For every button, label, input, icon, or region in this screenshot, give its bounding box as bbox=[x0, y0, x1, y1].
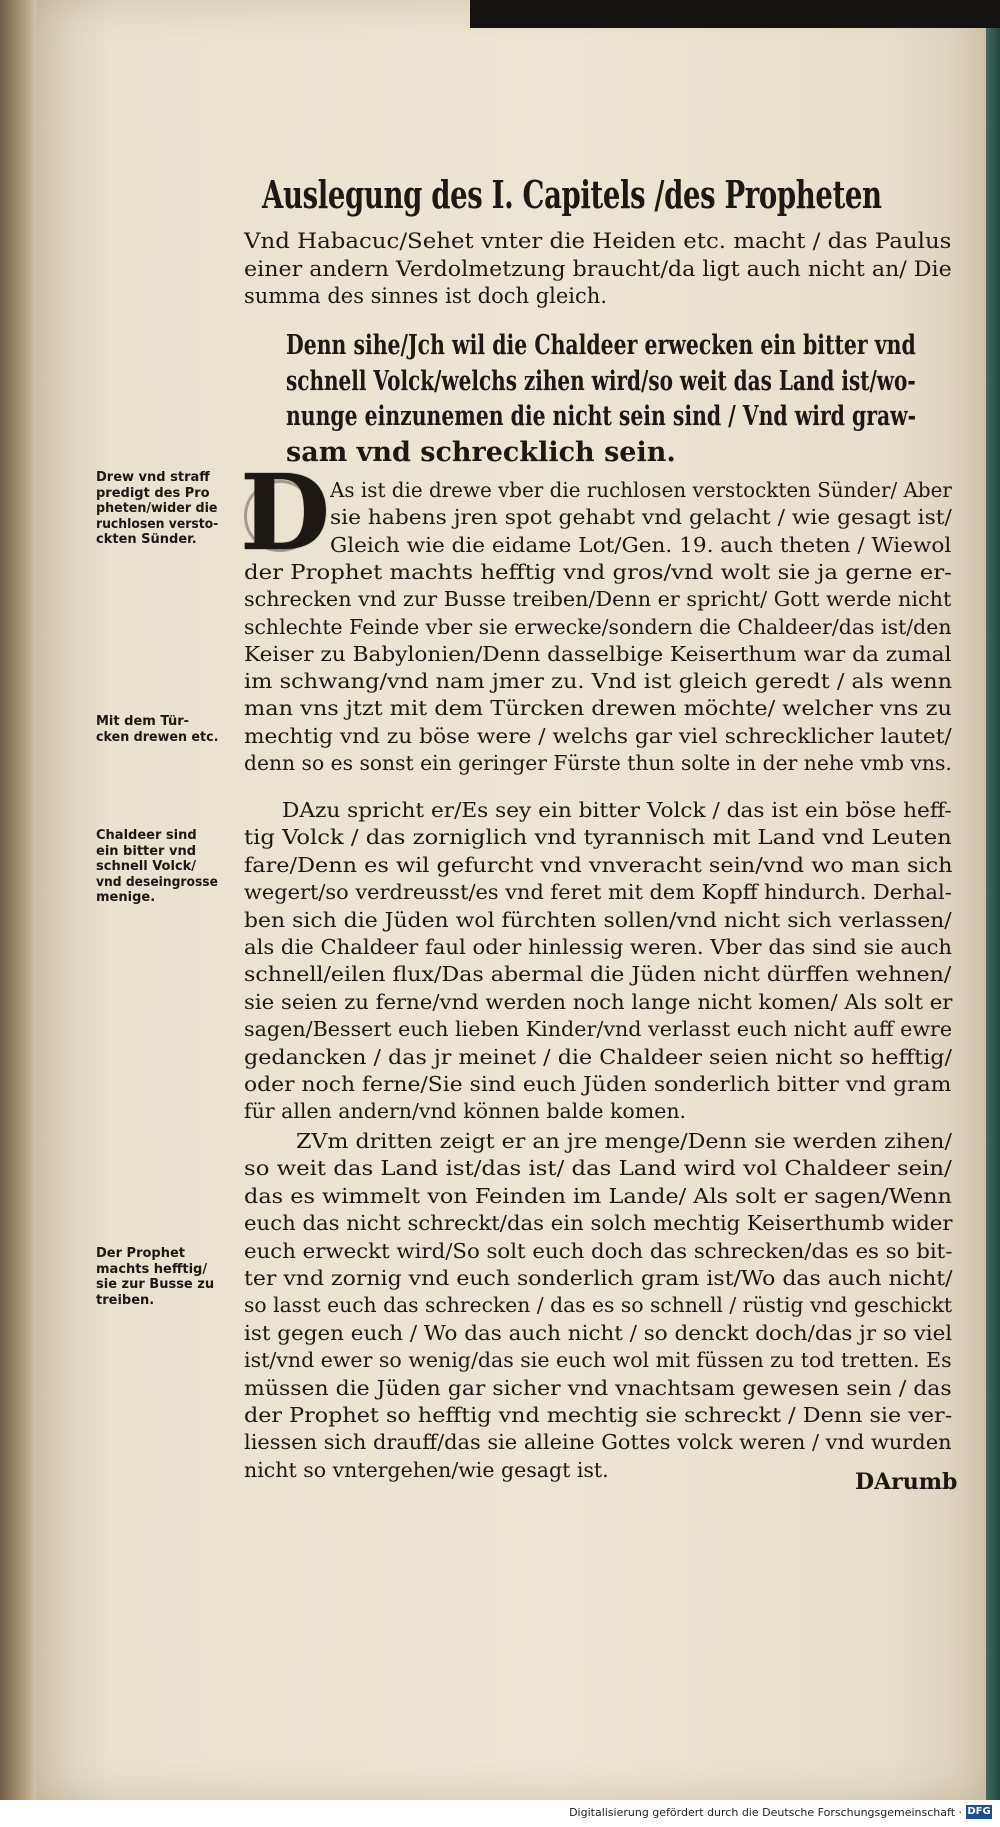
running-head: Auslegung des I. Capitels /des Propheten bbox=[262, 172, 882, 217]
book-binding bbox=[986, 0, 1000, 1800]
para1-line: As ist die drewe vber die ruchlosen verstockten Sünder/ Aber bbox=[330, 478, 952, 502]
scan-background bbox=[470, 0, 1000, 28]
para1-line: mechtig vnd zu böse were / welchs gar viel schrecklicher lautet/ bbox=[244, 723, 952, 748]
scripture-line: schnell Volck/welchs zihen wird/so weit das Land ist/wo- bbox=[286, 365, 916, 397]
scripture-line: sam vnd schrecklich sein. bbox=[286, 436, 676, 468]
para2-line: fare/Denn es wil gefurcht vnd vnveracht sein/vnd wo man sich bbox=[244, 852, 953, 877]
para2-line: schnell/eilen flux/Das abermal die Jüden nicht dürffen wehnen/ bbox=[244, 962, 952, 987]
margin-note-line: machts hefftig/ bbox=[96, 1261, 208, 1277]
para3-line: euch erweckt wird/So solt euch doch das schrecken/das es so bit- bbox=[244, 1238, 953, 1263]
margin-note-line: vnd deseingrosse bbox=[96, 874, 218, 890]
para2-line: als die Chaldeer faul oder hinlessig weren. Vber das sind sie auch bbox=[244, 935, 953, 959]
para3-line: liessen sich drauff/das sie alleine Gottes volck weren / vnd wurden bbox=[244, 1430, 952, 1455]
para3-line: ter vnd zornig vnd euch sonderlich gram ist/Wo das auch nicht/ bbox=[244, 1266, 953, 1290]
margin-note-line: ein bitter vnd bbox=[96, 843, 197, 859]
para3-line: ist/vnd ewer so wenig/das sie euch wol mit füssen zu tod tretten. Es bbox=[244, 1348, 952, 1373]
para1-line: Gleich wie die eidame Lot/Gen. 19. auch theten / Wiewol bbox=[330, 532, 952, 557]
margin-note-1 bbox=[96, 470, 236, 548]
para1-line: Keiser zu Babylonien/Denn dasselbige Keiserthum war da zumal bbox=[244, 641, 952, 666]
margin-note-line: predigt des Pro bbox=[96, 485, 210, 501]
margin-note-line: sie zur Busse zu bbox=[96, 1277, 215, 1292]
para2-line: DAzu spricht er/Es sey ein bitter Volck / das ist ein böse heff- bbox=[282, 798, 952, 822]
para2-line: für allen andern/vnd können balde komen. bbox=[244, 1099, 687, 1124]
para2-line: sagen/Bessert euch lieben Kinder/vnd verlasst euch nicht auff ewre bbox=[244, 1017, 953, 1042]
margin-note-line: Chaldeer sind bbox=[96, 828, 197, 843]
para3-line: euch das nicht schreckt/das ein solch mechtig Keiserthumb wider bbox=[244, 1211, 953, 1236]
margin-note-line: ruchlosen versto- bbox=[96, 516, 219, 532]
margin-note-line: cken drewen etc. bbox=[96, 729, 219, 745]
para1-line: der Prophet machts hefftig vnd gros/vnd wolt sie ja gerne er- bbox=[244, 559, 952, 584]
para1-line: sie habens jren spot gehabt vnd gelacht / wie gesagt ist/ bbox=[330, 505, 952, 530]
margin-note-line: menige. bbox=[96, 890, 156, 905]
para2-line: wegert/so verdreusst/es vnd feret mit dem Kopff hindurch. Derhal- bbox=[244, 880, 952, 905]
scripture-line: Denn sihe/Jch wil die Chaldeer erwecken ein bitter vnd bbox=[286, 330, 916, 361]
margin-note-line: Mit dem Tür- bbox=[96, 714, 190, 729]
para3-line: ist gegen euch / Wo das auch nicht / so denckt doch/das jr so viel bbox=[244, 1320, 953, 1345]
digitization-note: Digitalisierung gefördert durch die Deutsche Forschungsgemeinschaft · bbox=[569, 1806, 962, 1819]
para2-line: oder noch ferne/Sie sind euch Jüden sonderlich bitter vnd gram bbox=[244, 1072, 952, 1096]
para3-line: müssen die Jüden gar sicher vnd vnachtsam gewesen sein / das bbox=[244, 1375, 952, 1400]
margin-note-line: Der Prophet bbox=[96, 1246, 186, 1261]
para1-line: im schwang/vnd nam jmer zu. Vnd ist gleich geredt / als wenn bbox=[244, 669, 953, 694]
margin-note-line: ckten Sünder. bbox=[96, 532, 197, 547]
para1-line: man vns jtzt mit dem Türcken drewen möchte/ welcher vns zu bbox=[244, 696, 952, 721]
margin-note-line: Drew vnd straff bbox=[96, 470, 210, 485]
para2-line: ben sich die Jüden wol fürchten sollen/vnd nicht sich verlassen/ bbox=[244, 907, 952, 932]
para1-line: denn so es sonst ein geringer Fürste thun solte in der nehe vmb vns. bbox=[244, 751, 952, 775]
para2-line: tig Volck / das zorniglich vnd tyrannisch mit Land vnd Leuten bbox=[244, 825, 952, 850]
margin-note-line: schnell Volck/ bbox=[96, 859, 197, 874]
para3-line: der Prophet so hefftig vnd mechtig sie schreckt / Denn sie ver- bbox=[244, 1403, 953, 1427]
para3-line: so lasst euch das schrecken / das es so schnell / rüstig vnd geschickt bbox=[244, 1293, 953, 1318]
para3-line: das es wimmelt von Feinden im Lande/ Als solt er sagen/Wenn bbox=[244, 1183, 952, 1208]
margin-note-line: pheten/wider die bbox=[96, 501, 218, 516]
para3-line: ZVm dritten zeigt er an jre menge/Denn sie werden zihen/ bbox=[296, 1129, 952, 1153]
margin-note-2 bbox=[96, 714, 236, 745]
dfg-logo: DFG bbox=[967, 1806, 991, 1817]
book-fore-edge bbox=[0, 0, 38, 1827]
para2-line: gedancken / das jr meinet / die Chaldeer seien nicht so hefftig/ bbox=[244, 1044, 952, 1069]
margin-note-line: treiben. bbox=[96, 1292, 155, 1308]
para2-line: sie seien zu ferne/vnd werden noch lange nicht komen/ Als solt er bbox=[244, 989, 953, 1014]
intro-line: summa des sinnes ist doch gleich. bbox=[244, 284, 607, 308]
para1-line: schlechte Feinde vber sie erwecke/sondern die Chaldeer/das ist/den bbox=[244, 614, 952, 639]
intro-line: einer andern Verdolmetzung braucht/da ligt auch nicht an/ Die bbox=[244, 256, 952, 281]
para3-line: nicht so vntergehen/wie gesagt ist. bbox=[244, 1457, 609, 1482]
margin-note-3 bbox=[96, 828, 236, 906]
catchword: DArumb bbox=[855, 1469, 958, 1495]
scripture-line: nunge einzunemen die nicht sein sind / Vnd wird graw- bbox=[286, 401, 917, 432]
para3-line: so weit das Land ist/das ist/ das Land wird vol Chaldeer sein/ bbox=[244, 1156, 952, 1181]
intro-line: Vnd Habacuc/Sehet vnter die Heiden etc. macht / das Paulus bbox=[244, 229, 952, 253]
para1-line: schrecken vnd zur Busse treiben/Denn er spricht/ Gott werde nicht bbox=[244, 587, 952, 612]
margin-note-4 bbox=[96, 1246, 236, 1308]
dropcap-initial: D bbox=[240, 451, 331, 574]
